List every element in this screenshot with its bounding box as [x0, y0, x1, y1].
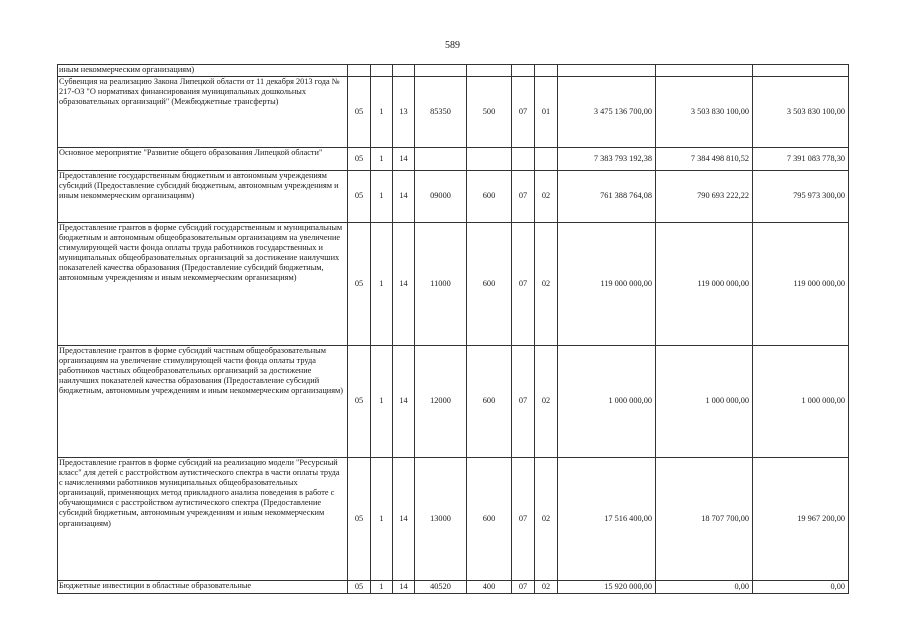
budget-table	[57, 64, 849, 594]
code-cell: 600	[467, 223, 512, 346]
code-cell: 13000	[415, 458, 467, 581]
code-cell	[535, 65, 558, 77]
code-cell: 1	[371, 77, 393, 148]
table-row	[58, 77, 849, 148]
code-cell: 05	[348, 458, 371, 581]
amount-cell: 7 384 498 810,52	[656, 148, 753, 171]
code-cell	[415, 148, 467, 171]
amount-cell: 0,00	[753, 581, 849, 594]
row-description: Субвенция на реализацию Закона Липецкой области от 11 декабря 2013 года № 217-ОЗ "О нормативах финансирования муниципальных дошкольных образовательных организаций" (Межбюджетные трансферты)	[58, 77, 348, 148]
code-cell: 600	[467, 346, 512, 458]
amount-cell: 7 391 083 778,30	[753, 148, 849, 171]
code-cell: 12000	[415, 346, 467, 458]
amount-cell: 7 383 793 192,38	[558, 148, 656, 171]
amount-cell	[558, 65, 656, 77]
code-cell: 02	[535, 581, 558, 594]
code-cell	[467, 65, 512, 77]
code-cell: 11000	[415, 223, 467, 346]
code-cell: 400	[467, 581, 512, 594]
amount-cell: 1 000 000,00	[753, 346, 849, 458]
code-cell	[393, 65, 415, 77]
code-cell: 1	[371, 223, 393, 346]
code-cell: 14	[393, 581, 415, 594]
code-cell: 07	[512, 346, 535, 458]
code-cell: 05	[348, 148, 371, 171]
code-cell: 14	[393, 346, 415, 458]
code-cell: 02	[535, 458, 558, 581]
amount-cell: 3 475 136 700,00	[558, 77, 656, 148]
code-cell: 07	[512, 77, 535, 148]
amount-cell: 19 967 200,00	[753, 458, 849, 581]
code-cell: 40520	[415, 581, 467, 594]
code-cell: 1	[371, 346, 393, 458]
code-cell: 85350	[415, 77, 467, 148]
amount-cell: 119 000 000,00	[558, 223, 656, 346]
code-cell: 05	[348, 223, 371, 346]
code-cell: 09000	[415, 171, 467, 223]
code-cell: 1	[371, 458, 393, 581]
amount-cell: 761 388 764,08	[558, 171, 656, 223]
code-cell	[512, 148, 535, 171]
code-cell: 14	[393, 458, 415, 581]
row-description: Предоставление государственным бюджетным и автономным учреждениям субсидий (Предоставление субсидий бюджетным, автономным учреждениям и иным некоммерческим организациям)	[58, 171, 348, 223]
amount-cell: 119 000 000,00	[656, 223, 753, 346]
code-cell: 14	[393, 223, 415, 346]
row-description: Предоставление грантов в форме субсидий государственным и муниципальным бюджетным и автономным общеобразовательным организациям на увеличение стимулирующей части фонда оплаты труда работников государственных и муниципальных общеобразовательных организаций за достижение наилучших показателей качества образования (Предоставление субсидий бюджетным, автономным учреждениям и иным некоммерческим организациям)	[58, 223, 348, 346]
amount-cell: 3 503 830 100,00	[753, 77, 849, 148]
code-cell	[467, 148, 512, 171]
amount-cell: 0,00	[656, 581, 753, 594]
code-cell: 02	[535, 171, 558, 223]
code-cell	[371, 65, 393, 77]
amount-cell: 790 693 222,22	[656, 171, 753, 223]
code-cell: 07	[512, 458, 535, 581]
code-cell: 07	[512, 171, 535, 223]
code-cell: 1	[371, 171, 393, 223]
code-cell: 07	[512, 223, 535, 346]
amount-cell: 119 000 000,00	[753, 223, 849, 346]
amount-cell: 15 920 000,00	[558, 581, 656, 594]
table-row	[58, 65, 849, 77]
code-cell: 05	[348, 346, 371, 458]
row-description: иным некоммерческим организациям)	[58, 65, 348, 77]
table-row	[58, 581, 849, 594]
table-row	[58, 171, 849, 223]
amount-cell: 795 973 300,00	[753, 171, 849, 223]
code-cell: 07	[512, 581, 535, 594]
code-cell: 01	[535, 77, 558, 148]
code-cell: 500	[467, 77, 512, 148]
amount-cell: 3 503 830 100,00	[656, 77, 753, 148]
code-cell: 14	[393, 171, 415, 223]
code-cell: 14	[393, 148, 415, 171]
code-cell	[512, 65, 535, 77]
page-number: 589	[445, 40, 460, 51]
code-cell: 05	[348, 171, 371, 223]
code-cell	[535, 148, 558, 171]
amount-cell: 1 000 000,00	[656, 346, 753, 458]
row-description: Предоставление грантов в форме субсидий частным общеобразовательным организациям на увеличение стимулирующей части фонда оплаты труда работников частных общеобразовательных организаций за достижение наилучших показателей качества образования (Предоставление субсидий бюджетным, автономным учреждениям и иным некоммерческим организациям)	[58, 346, 348, 458]
table-row	[58, 223, 849, 346]
table-row	[58, 346, 849, 458]
code-cell: 1	[371, 148, 393, 171]
amount-cell	[656, 65, 753, 77]
code-cell: 05	[348, 77, 371, 148]
code-cell: 1	[371, 581, 393, 594]
row-description: Предоставление грантов в форме субсидий на реализацию модели "Ресурсный класс" для детей с расстройством аутистического спектра в части оплаты труда с начислениями работников муниципальных общеобразовательных организаций, применяющих метод прикладного анализа поведения в работе с обучающимися с расстройством аутистического спектра (Предоставление субсидий бюджетным, автономным учреждениям и иным некоммерческим организациям)	[58, 458, 348, 581]
code-cell: 02	[535, 346, 558, 458]
code-cell: 600	[467, 458, 512, 581]
code-cell	[348, 65, 371, 77]
code-cell: 02	[535, 223, 558, 346]
row-description: Основное мероприятие "Развитие общего образования Липецкой области"	[58, 148, 348, 171]
code-cell: 05	[348, 581, 371, 594]
amount-cell: 1 000 000,00	[558, 346, 656, 458]
table-row	[58, 458, 849, 581]
amount-cell: 18 707 700,00	[656, 458, 753, 581]
amount-cell	[753, 65, 849, 77]
table-row	[58, 148, 849, 171]
amount-cell: 17 516 400,00	[558, 458, 656, 581]
code-cell: 13	[393, 77, 415, 148]
code-cell	[415, 65, 467, 77]
row-description: Бюджетные инвестиции в областные образовательные	[58, 581, 348, 594]
code-cell: 600	[467, 171, 512, 223]
